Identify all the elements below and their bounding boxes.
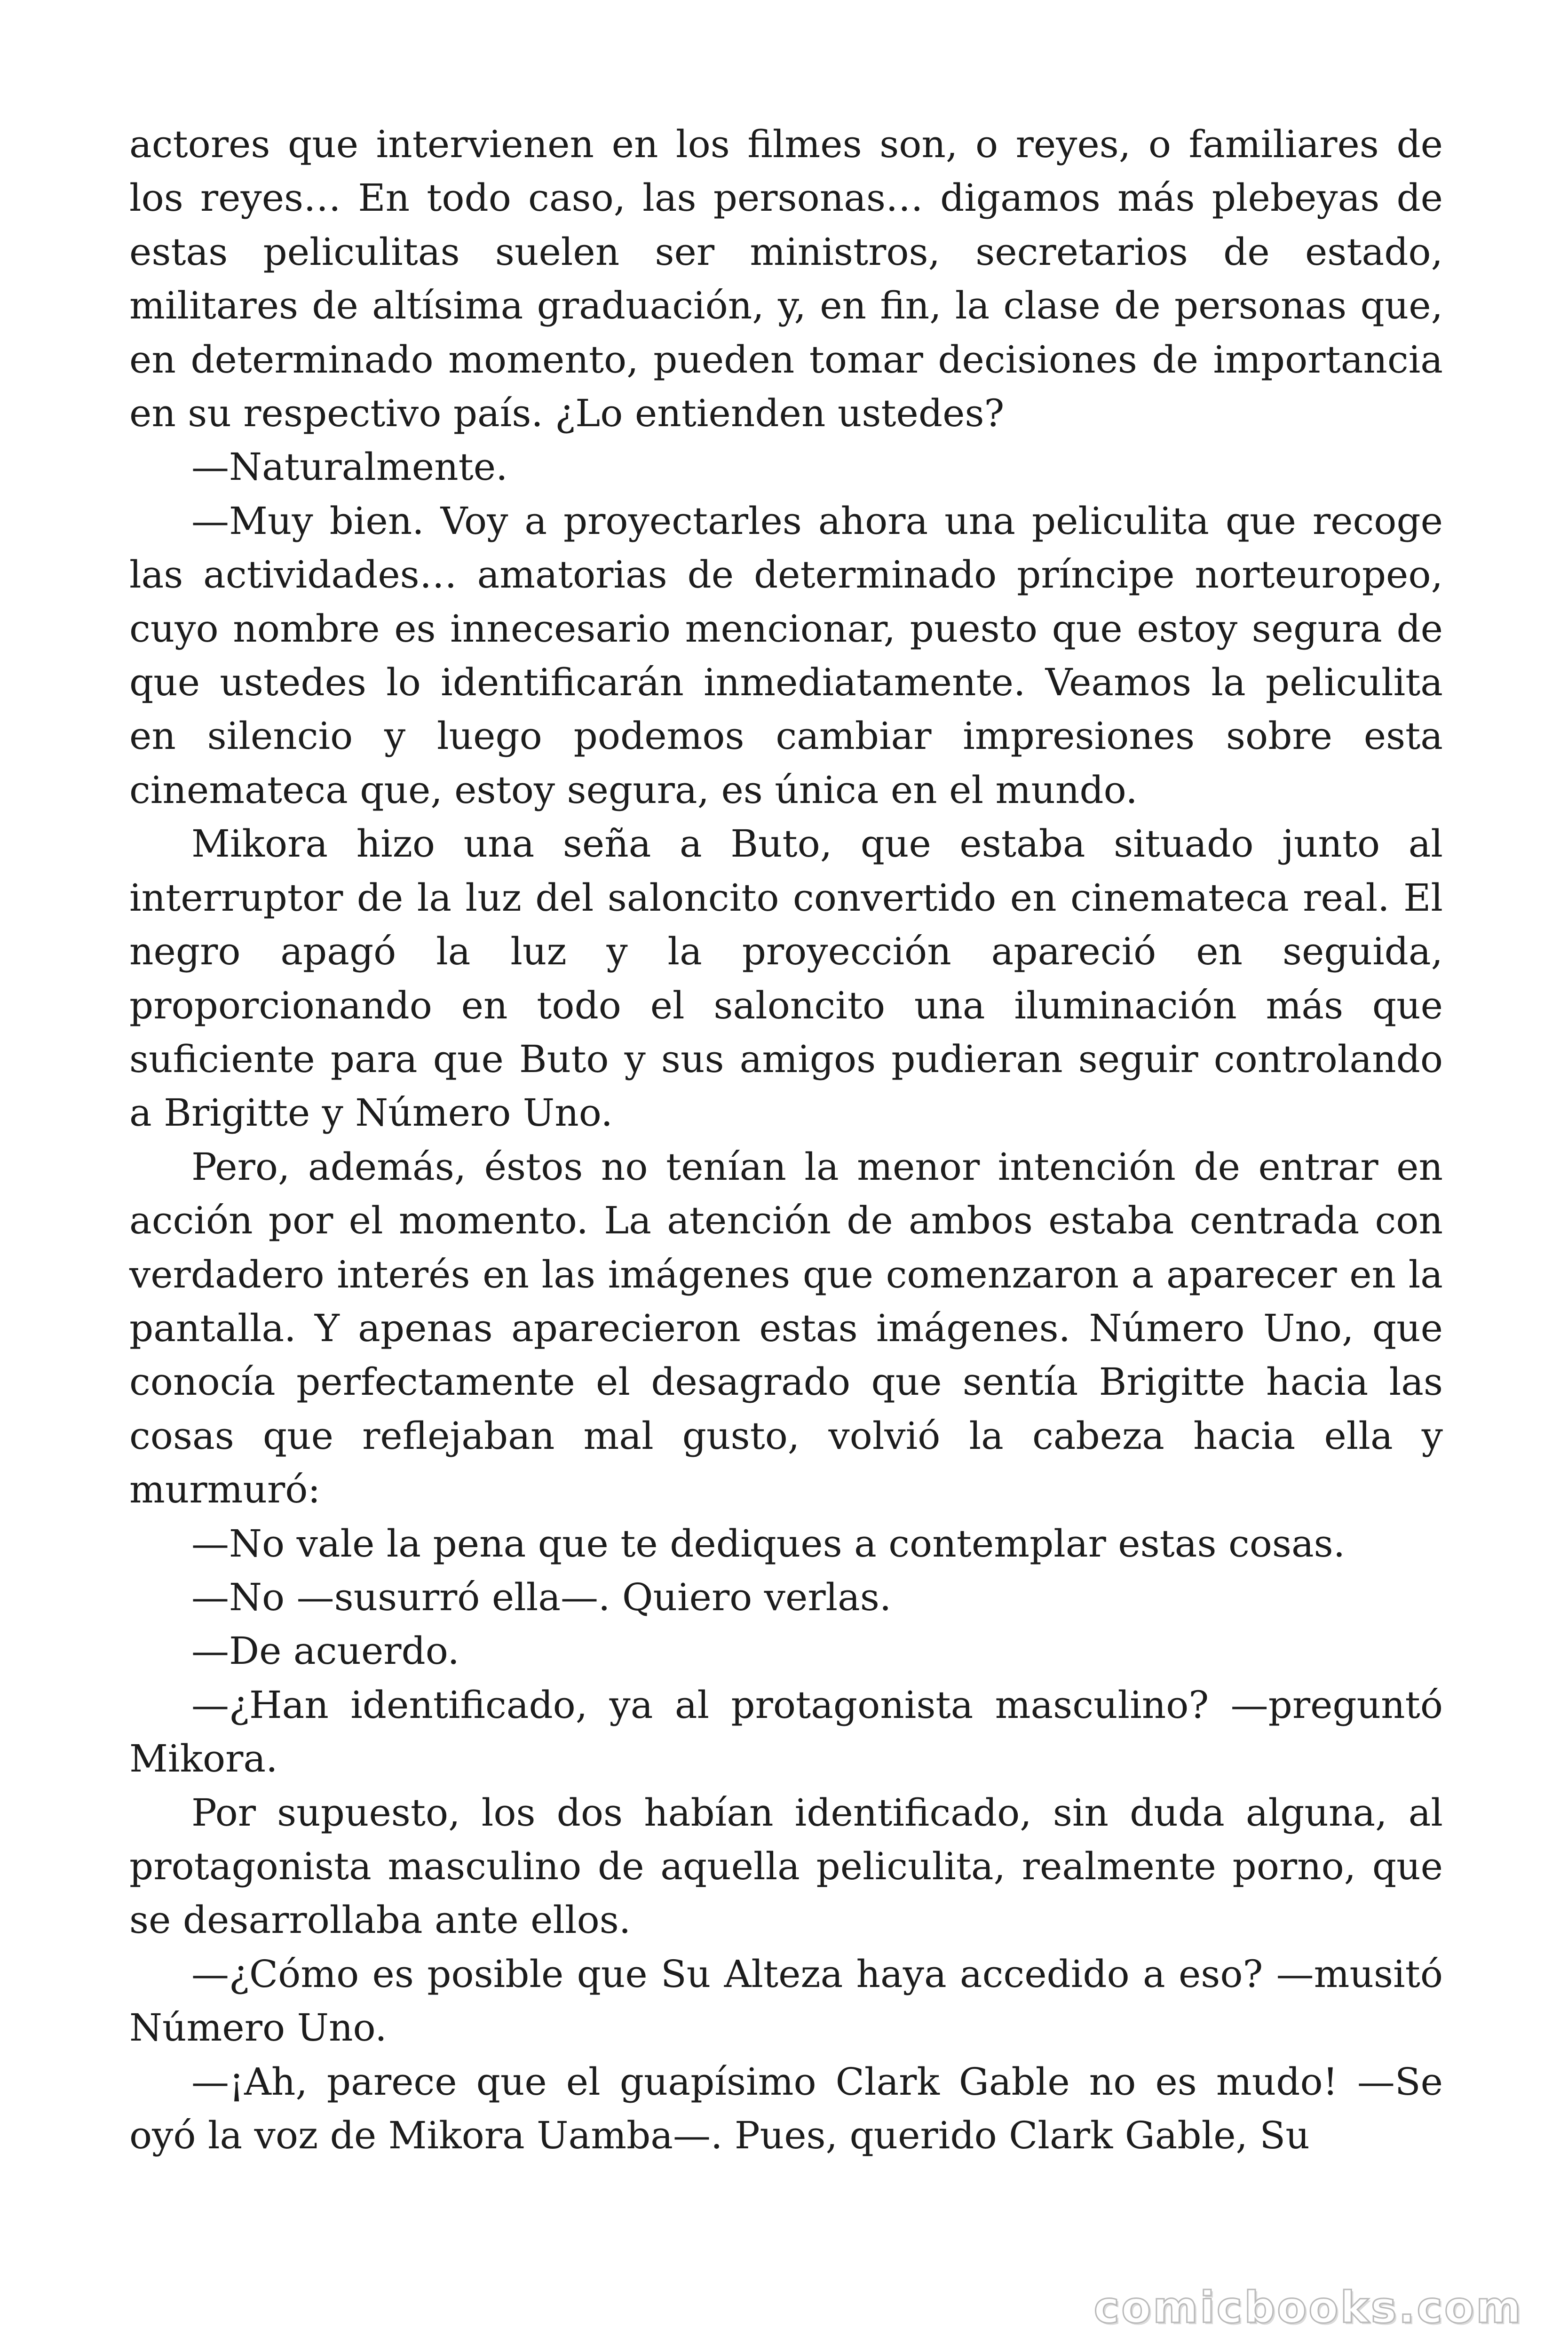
- paragraph-dialogue: —No —susurró ella—. Quiero verlas.: [191, 1575, 892, 1619]
- paragraph-narration: Por supuesto, los dos habían identificado, sin duda alguna, al protagonista masculino de aquella peliculita, realmente porno, que se desarrollaba ante ellos.: [129, 1790, 1443, 1942]
- body-text: [129, 118, 1443, 2162]
- paragraph-narration: Pero, además, éstos no tenían la menor intención de entrar en acción por el momento. La atención de ambos estaba centrada con verdadero interés en las imágenes que comenzaron a aparecer en la pantalla. Y apenas aparecieron estas imágenes. Número Uno, que conocía perfectamente el desagrado que sentía Brigitte hacia las cosas que reflejaban mal gusto, volvió la cabeza hacia ella y murmuró:: [129, 1144, 1443, 1512]
- paragraph-dialogue: —¿Han identificado, ya al protagonista masculino? —preguntó Mikora.: [129, 1683, 1443, 1781]
- paragraph-dialogue: —De acuerdo.: [191, 1629, 459, 1673]
- paragraph-dialogue: —Naturalmente.: [191, 445, 508, 489]
- paragraph-dialogue: —No vale la pena que te dediques a contemplar estas cosas.: [191, 1521, 1346, 1565]
- paragraph-narration: Mikora hizo una seña a Buto, que estaba situado junto al interruptor de la luz del saloncito convertido en cinemateca real. El negro apagó la luz y la proyección apareció en seguida, proporcionando en todo el saloncito una iluminación más que suficiente para que Buto y sus amigos pudieran seguir controlando a Brigitte y Número Uno.: [129, 822, 1443, 1135]
- paragraph-dialogue: —¿Cómo es posible que Su Alteza haya accedido a eso? —musitó Número Uno.: [129, 1952, 1443, 2050]
- paragraph-dialogue: —¡Ah, parece que el guapísimo Clark Gable no es mudo! —Se oyó la voz de Mikora Uamba—. Pues, querido Clark Gable, Su: [129, 2059, 1443, 2158]
- paragraph-dialogue: —Muy bien. Voy a proyectarles ahora una peliculita que recoge las actividades… amatorias de determinado príncipe norteuropeo, cuyo nombre es innecesario mencionar, puesto que estoy segura de que ustedes lo identificarán inmediatamente. Veamos la peliculita en silencio y luego podemos cambiar impresiones sobre esta cinemateca que, estoy segura, es única en el mundo.: [129, 499, 1443, 812]
- paragraph-continuation: actores que intervienen en los filmes son, o reyes, o familiares de los reyes… En todo caso, las personas… digamos más plebeyas de estas peliculitas suelen ser ministros, secretarios de estado, militares de altísima graduación, y, en fin, la clase de personas que, en determinado momento, pueden tomar decisiones de importancia en su respectivo país. ¿Lo entienden ustedes?: [129, 122, 1443, 436]
- watermark: comicbooks.com: [1093, 2282, 1523, 2333]
